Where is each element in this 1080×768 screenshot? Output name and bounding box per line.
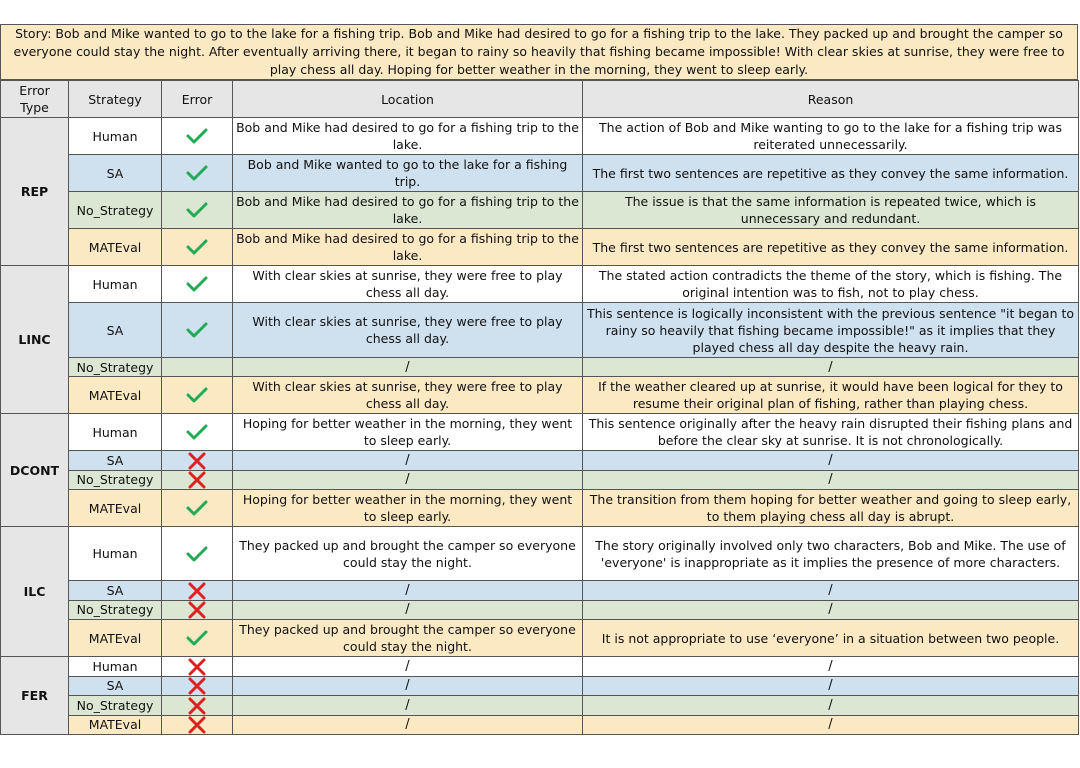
location-cell: / xyxy=(233,657,583,677)
cross-mark-icon xyxy=(186,658,208,673)
header-row xyxy=(1,81,1079,118)
cross-mark-icon xyxy=(186,678,208,693)
strategy-cell: No_Strategy xyxy=(69,600,162,620)
reason-cell: The action of Bob and Mike wanting to go to the lake for a fishing trip was reiterated unnecessarily. xyxy=(583,118,1079,155)
table-row xyxy=(1,358,1079,377)
location-cell: / xyxy=(233,581,583,601)
check-mark-icon xyxy=(186,202,208,217)
strategy-cell: Human xyxy=(69,527,162,581)
cross-mark-icon xyxy=(186,697,208,712)
location-cell: / xyxy=(233,715,583,735)
location-cell: Hoping for better weather in the morning, they went to sleep early. xyxy=(233,414,583,451)
location-cell: With clear skies at sunrise, they were free to play chess all day. xyxy=(233,303,583,358)
reason-cell: The story originally involved only two characters, Bob and Mike. The use of 'everyone' is inappropriate as it implies the presence of more characters. xyxy=(583,527,1079,581)
reason-cell: / xyxy=(583,657,1079,677)
table-body xyxy=(1,118,1079,735)
reason-cell: This sentence is logically inconsistent with the previous sentence "it began to rainy so heavily that fishing became impossible!" as it implies that they played chess all day despite the heavy rain. xyxy=(583,303,1079,358)
table-row xyxy=(1,527,1079,581)
table-row xyxy=(1,118,1079,155)
location-cell: With clear skies at sunrise, they were free to play chess all day. xyxy=(233,266,583,303)
header-error-type: Error Type xyxy=(1,81,69,118)
strategy-cell: MATEval xyxy=(69,229,162,266)
check-mark-icon xyxy=(186,322,208,337)
error-type-cell: LINC xyxy=(1,266,69,414)
table-row xyxy=(1,490,1079,527)
cross-mark-icon xyxy=(186,602,208,617)
location-cell: / xyxy=(233,600,583,620)
check-mark-icon xyxy=(186,276,208,291)
table-row xyxy=(1,414,1079,451)
error-cell xyxy=(162,600,233,620)
error-cell xyxy=(162,490,233,527)
location-cell: They packed up and brought the camper so everyone could stay the night. xyxy=(233,620,583,657)
reason-cell: / xyxy=(583,696,1079,716)
check-mark-icon xyxy=(186,387,208,402)
error-cell xyxy=(162,470,233,490)
reason-cell: The issue is that the same information is repeated twice, which is unnecessary and redundant. xyxy=(583,192,1079,229)
strategy-cell: No_Strategy xyxy=(69,696,162,716)
check-mark-icon xyxy=(186,424,208,439)
location-cell: Bob and Mike had desired to go for a fishing trip to the lake. xyxy=(233,192,583,229)
check-mark-icon xyxy=(186,239,208,254)
error-cell xyxy=(162,377,233,414)
table-row xyxy=(1,696,1079,716)
error-type-cell: DCONT xyxy=(1,414,69,527)
table-row xyxy=(1,676,1079,696)
reason-cell: / xyxy=(583,600,1079,620)
cross-mark-icon xyxy=(186,582,208,597)
strategy-cell: Human xyxy=(69,266,162,303)
location-cell: Bob and Mike wanted to go to the lake for a fishing trip. xyxy=(233,155,583,192)
strategy-cell: Human xyxy=(69,657,162,677)
error-cell xyxy=(162,155,233,192)
strategy-cell: SA xyxy=(69,303,162,358)
check-mark-icon xyxy=(186,500,208,515)
error-cell xyxy=(162,451,233,471)
table-row xyxy=(1,451,1079,471)
error-cell xyxy=(162,303,233,358)
strategy-cell: Human xyxy=(69,414,162,451)
error-cell xyxy=(162,358,233,377)
error-type-cell: FER xyxy=(1,657,69,735)
error-cell xyxy=(162,527,233,581)
error-cell xyxy=(162,266,233,303)
evaluation-table xyxy=(0,80,1079,735)
strategy-cell: MATEval xyxy=(69,377,162,414)
strategy-cell: Human xyxy=(69,118,162,155)
reason-cell: / xyxy=(583,581,1079,601)
story-text: Story: Bob and Mike wanted to go to the lake for a fishing trip. Bob and Mike had desired to go for a fishing trip to the lake. They packed up and brought the camper so everyone could stay the night. After eventually arriving there, it began to rainy so heavily that fishing became impossible! With clear skies at sunrise, they were free to play chess all day. Hoping for better weather in the morning, they went to sleep early. xyxy=(0,24,1078,80)
strategy-cell: No_Strategy xyxy=(69,470,162,490)
cross-mark-icon xyxy=(186,472,208,487)
location-cell: / xyxy=(233,696,583,716)
location-cell: They packed up and brought the camper so everyone could stay the night. xyxy=(233,527,583,581)
table-row xyxy=(1,155,1079,192)
check-mark-icon xyxy=(186,545,208,560)
reason-cell: / xyxy=(583,715,1079,735)
reason-cell: / xyxy=(583,451,1079,471)
header-reason: Reason xyxy=(583,81,1079,118)
table-row xyxy=(1,303,1079,358)
strategy-cell: MATEval xyxy=(69,620,162,657)
error-cell xyxy=(162,657,233,677)
strategy-cell: SA xyxy=(69,451,162,471)
error-cell xyxy=(162,192,233,229)
error-type-cell: ILC xyxy=(1,527,69,657)
reason-cell: / xyxy=(583,358,1079,377)
table-row xyxy=(1,470,1079,490)
error-cell xyxy=(162,229,233,266)
table-row xyxy=(1,229,1079,266)
location-cell: / xyxy=(233,676,583,696)
location-cell: Hoping for better weather in the morning, they went to sleep early. xyxy=(233,490,583,527)
error-cell xyxy=(162,696,233,716)
strategy-cell: No_Strategy xyxy=(69,192,162,229)
table-row xyxy=(1,581,1079,601)
reason-cell: / xyxy=(583,470,1079,490)
error-cell xyxy=(162,118,233,155)
check-mark-icon xyxy=(186,630,208,645)
location-cell: / xyxy=(233,470,583,490)
location-cell: Bob and Mike had desired to go for a fishing trip to the lake. xyxy=(233,118,583,155)
strategy-cell: No_Strategy xyxy=(69,358,162,377)
table-row xyxy=(1,192,1079,229)
table-row xyxy=(1,377,1079,414)
location-cell: With clear skies at sunrise, they were free to play chess all day. xyxy=(233,377,583,414)
cross-mark-icon xyxy=(186,452,208,467)
location-cell: Bob and Mike had desired to go for a fishing trip to the lake. xyxy=(233,229,583,266)
reason-cell: It is not appropriate to use ‘everyone’ in a situation between two people. xyxy=(583,620,1079,657)
error-cell xyxy=(162,715,233,735)
table-row xyxy=(1,600,1079,620)
table-row xyxy=(1,715,1079,735)
table-row xyxy=(1,657,1079,677)
strategy-cell: MATEval xyxy=(69,715,162,735)
location-cell: / xyxy=(233,451,583,471)
error-cell xyxy=(162,676,233,696)
reason-cell: This sentence originally after the heavy rain disrupted their fishing plans and before the clear sky at sunrise. It is not chronologically. xyxy=(583,414,1079,451)
check-mark-icon xyxy=(186,165,208,180)
error-cell xyxy=(162,620,233,657)
reason-cell: The stated action contradicts the theme of the story, which is fishing. The original intention was to fish, not to play chess. xyxy=(583,266,1079,303)
location-cell: / xyxy=(233,358,583,377)
strategy-cell: MATEval xyxy=(69,490,162,527)
error-cell xyxy=(162,414,233,451)
reason-cell: The first two sentences are repetitive as they convey the same information. xyxy=(583,229,1079,266)
table-row xyxy=(1,620,1079,657)
cross-mark-icon xyxy=(186,717,208,732)
error-type-cell: REP xyxy=(1,118,69,266)
error-cell xyxy=(162,581,233,601)
reason-cell: / xyxy=(583,676,1079,696)
strategy-cell: SA xyxy=(69,676,162,696)
header-error: Error xyxy=(162,81,233,118)
check-mark-icon xyxy=(186,128,208,143)
header-strategy: Strategy xyxy=(69,81,162,118)
reason-cell: The first two sentences are repetitive as they convey the same information. xyxy=(583,155,1079,192)
reason-cell: If the weather cleared up at sunrise, it would have been logical for they to resume their original plan of fishing, rather than playing chess. xyxy=(583,377,1079,414)
table-row xyxy=(1,266,1079,303)
strategy-cell: SA xyxy=(69,581,162,601)
reason-cell: The transition from them hoping for better weather and going to sleep early, to them playing chess all day is abrupt. xyxy=(583,490,1079,527)
header-location: Location xyxy=(233,81,583,118)
strategy-cell: SA xyxy=(69,155,162,192)
figure xyxy=(0,24,1080,735)
